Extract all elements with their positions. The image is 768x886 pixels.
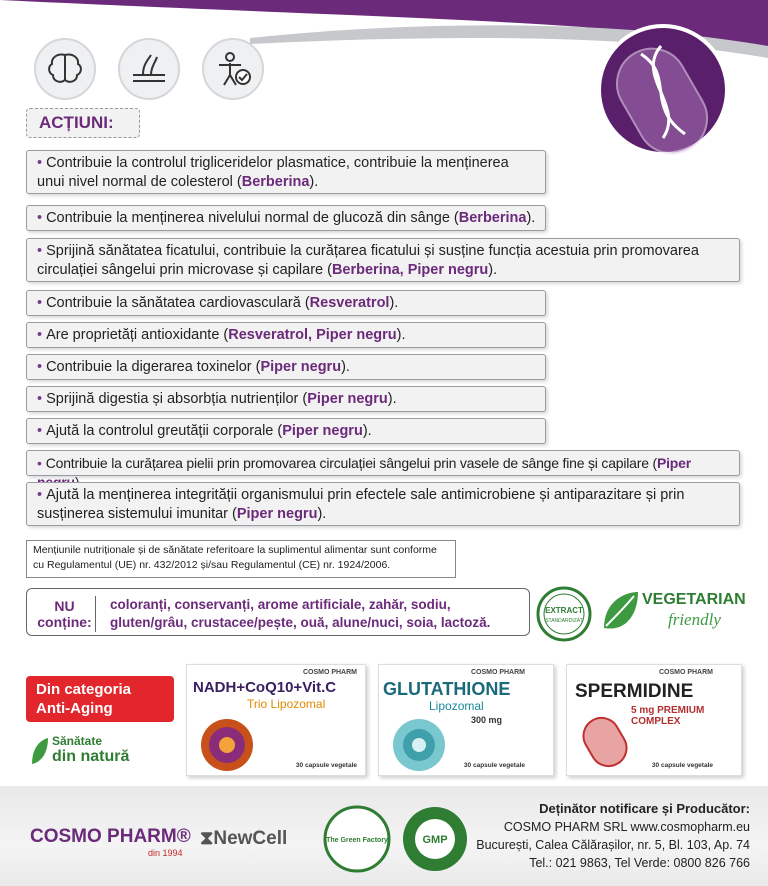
product-count: 30 capsule vegetale xyxy=(651,762,713,769)
anti-aging-category-badge xyxy=(26,676,174,722)
green-factory-label: The Green Factory xyxy=(326,837,388,844)
action-item: • Sprijină digestia și absorbția nutrienților (Piper negru). xyxy=(26,386,546,412)
product-sub: Trio Lipozomal xyxy=(247,697,326,711)
product-name: NADH+CoQ10+Vit.C xyxy=(193,679,337,696)
action-item: • Contribuie la sănătatea cardiovasculară (Resveratrol). xyxy=(26,290,546,316)
action-item: • Contribuie la digerarea toxinelor (Piper negru). xyxy=(26,354,546,380)
category-line1: Din categoria xyxy=(36,681,132,698)
action-item: • Contribuie la curățarea pielii prin promovarea circulației sângelui prin vasele de sânge fine și capilare (Piper xyxy=(26,450,740,476)
action-item: • Are proprietăți antioxidante (Resveratrol, Piper negru). xyxy=(26,322,546,348)
product-sub: 5 mg PREMIUM COMPLEX xyxy=(631,705,705,727)
action-item: • Ajută la controlul greutății corporale (Piper negru). xyxy=(26,418,546,444)
product-name: GLUTATHIONE xyxy=(383,679,511,699)
holder-title: Deținător notificare și Producător: xyxy=(539,801,750,816)
gmp-label: GMP xyxy=(422,834,448,846)
action-item: • Contribuie la controlul trigliceridelor plasmatice, contribuie la menținerea unui nivel normal de colesterol (Berberina). xyxy=(26,150,546,194)
product-name: SPERMIDINE xyxy=(575,681,694,702)
hair-skin-icon xyxy=(118,38,180,100)
nu-contine-label xyxy=(34,596,96,632)
action-item: • Contribuie la menținerea nivelului normal de glucoză din sânge (Berberina). xyxy=(26,205,546,231)
actions-title: ACȚIUNI: xyxy=(26,108,140,138)
nu-contine-text: coloranți, conservanți, arome artificiale, zahăr, sodiu, gluten/grâu, crustacee/pește, ouă, alune/nuci, soia, lactoză. xyxy=(110,597,491,630)
product-brand: COSMO PHARM xyxy=(470,669,525,676)
newcell-logo xyxy=(200,828,287,850)
extract-standardizat-badge xyxy=(536,586,592,642)
brain-icon xyxy=(34,38,96,100)
legal-notice: Mențiunile nutriționale și de sănătate referitoare la suplimentul alimentar sunt conforme cu Regulamentul (UE) nr. 432/2012 și/sau Regulamentul (CE) nr. 1924/2006. xyxy=(26,540,456,578)
product-brand: COSMO PHARM xyxy=(302,669,357,676)
nu-label: NU xyxy=(54,598,75,614)
action-item: • Sprijină sănătatea ficatului, contribuie la curățarea ficatului și susține funcția acestuia prin promovarea circulației sângelui prin microvase și capilare (Berberina, Piper negru). xyxy=(26,238,740,282)
product-sub: Lipozomal xyxy=(429,699,484,713)
product-count: 30 capsule vegetale xyxy=(295,762,357,769)
cosmo-pharm-logo: COSMO PHARM® xyxy=(30,826,191,847)
producer-address: București, Calea Călărașilor, nr. 5, Bl. 103, Ap. 74 xyxy=(476,838,750,852)
sanatate-text: Sănătate xyxy=(52,734,103,748)
standardizat-label: STANDARDIZAT xyxy=(545,618,583,624)
product-brand: COSMO PHARM xyxy=(658,669,713,676)
product-spermidine xyxy=(566,664,742,776)
newcell-label: NewCell xyxy=(213,828,288,849)
din-natura-text: din natură xyxy=(52,748,130,765)
liposome-orange-image xyxy=(191,711,275,771)
body-check-icon xyxy=(202,38,264,100)
product-nadh xyxy=(186,664,366,776)
liposome-teal-image xyxy=(383,711,467,771)
producer-info xyxy=(476,800,750,872)
product-glutathione xyxy=(378,664,554,776)
extract-label: EXTRACT xyxy=(545,606,583,615)
product-count: 30 capsule vegetale xyxy=(463,762,525,769)
green-factory-badge xyxy=(322,804,392,874)
leaf-icon xyxy=(30,736,50,766)
hourglass-icon: ⧗ xyxy=(200,828,214,849)
gmp-badge xyxy=(400,804,470,874)
dna-capsule-icon xyxy=(575,16,735,156)
contine-label: conține: xyxy=(37,614,92,630)
action-item: • Ajută la menținerea integrității organismului prin efectele sale antimicrobiene și antiparazitare și prin susținerea sistemului imunitar (Piper negru). xyxy=(26,482,740,526)
dna-capsule-red-image xyxy=(575,711,645,771)
product-dose: 300 mg xyxy=(471,715,503,725)
vegetarian-label: VEGETARIAN xyxy=(642,591,746,608)
since-1994-label: din 1994 xyxy=(148,848,183,858)
category-line2: Anti-Aging xyxy=(36,700,113,717)
producer-line1: COSMO PHARM SRL www.cosmopharm.eu xyxy=(503,820,750,834)
friendly-label: friendly xyxy=(668,610,721,629)
producer-phone: Tel.: 021 9863, Tel Verde: 0800 826 766 xyxy=(529,856,750,870)
